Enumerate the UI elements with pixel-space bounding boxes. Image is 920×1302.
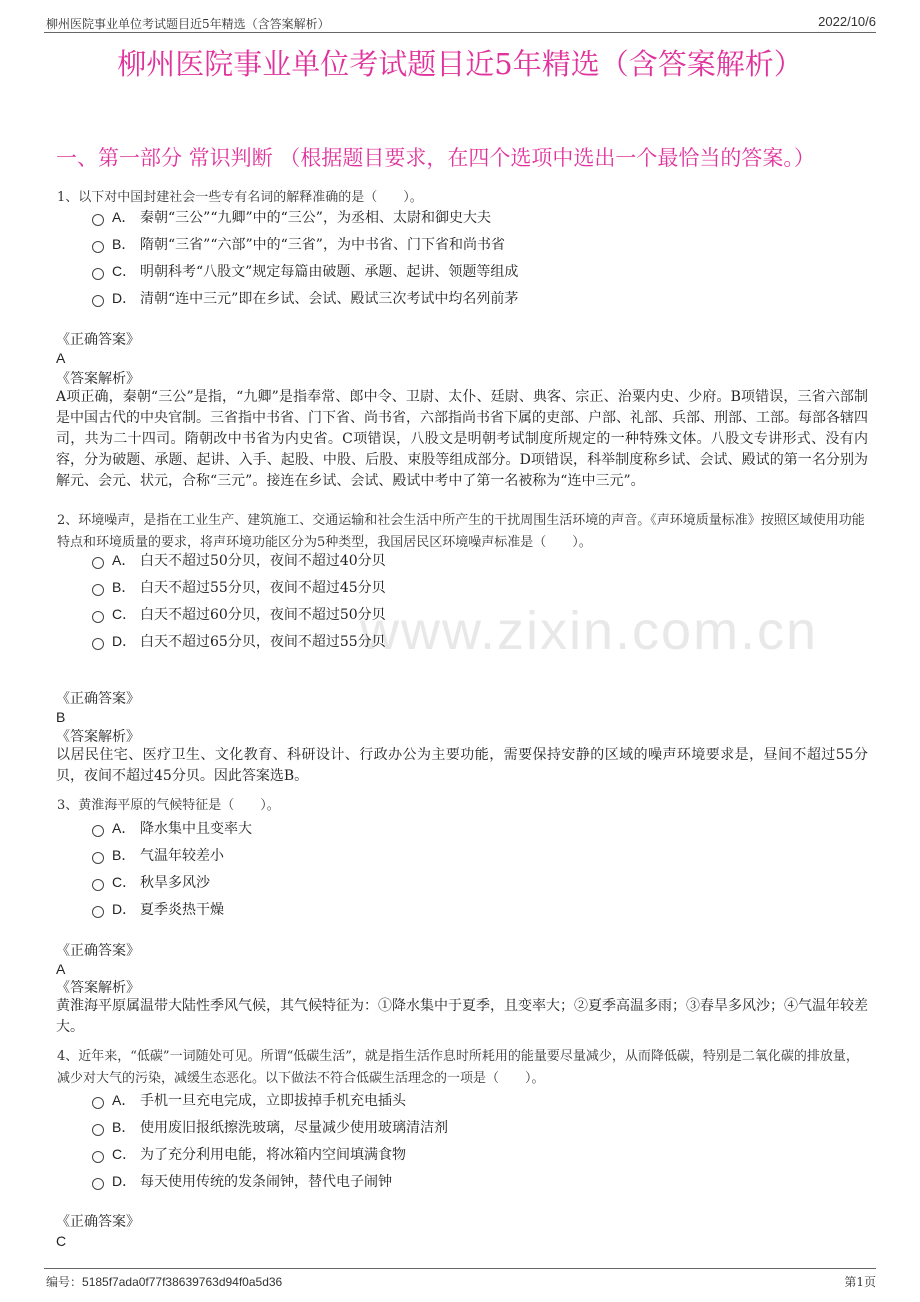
question-3-option-b[interactable]: B． 气温年较差小 <box>92 845 224 865</box>
question-2-answer-label: 《正确答案》 <box>56 691 140 707</box>
question-1-option-c[interactable]: C． 明朝科考“八股文”规定每篇由破题、承题、起讲、领题等组成 <box>92 261 518 281</box>
question-1-answer: A <box>56 350 66 366</box>
question-2-text: 2、环境噪声，是指在工业生产、建筑施工、交通运输和社会生活中所产生的干扰周围生活环境的声音。《声环境质量标准》按照区域使用功能特点和环境质量的要求，将声环境功能区分为5种类型，我国居民区环境噪声标准是（ ）。 <box>57 513 865 550</box>
page-header <box>0 0 920 34</box>
question-2-option-a[interactable]: A． 白天不超过50分贝，夜间不超过40分贝 <box>92 550 386 570</box>
footer-page-number: 第1页 <box>844 1275 876 1289</box>
question-1-option-a[interactable]: A． 秦朝“三公”“九卿”中的“三公”，为丞相、太尉和御史大夫 <box>92 207 491 227</box>
watermark: www.zixin.com.cn <box>360 601 819 661</box>
question-3-answer: A <box>56 961 66 977</box>
question-3-text: 3、黄淮海平原的气候特征是（ ）。 <box>57 798 280 813</box>
radio-icon[interactable] <box>92 214 104 226</box>
question-4-answer: C <box>56 1233 67 1249</box>
question-3-option-a[interactable]: A． 降水集中且变率大 <box>92 818 252 838</box>
radio-icon[interactable] <box>92 852 104 864</box>
question-3-option-d[interactable]: D． 夏季炎热干燥 <box>92 899 224 919</box>
radio-icon[interactable] <box>92 1178 104 1190</box>
question-4-option-d[interactable]: D． 每天使用传统的发条闹钟，替代电子闹钟 <box>92 1171 392 1191</box>
radio-icon[interactable] <box>92 295 104 307</box>
question-1-option-b[interactable]: B． 隋朝“三省”“六部”中的“三省”，为中书省、门下省和尚书省 <box>92 234 505 254</box>
question-2-explanation-label: 《答案解析》 <box>56 729 140 745</box>
header-title: 柳州医院事业单位考试题目近5年精选（含答案解析） <box>46 17 330 31</box>
question-1-text: 1、以下对中国封建社会一些专有名词的解释准确的是（ ）。 <box>57 190 423 205</box>
radio-icon[interactable] <box>92 584 104 596</box>
question-4-text: 4、近年来，“低碳”一词随处可见。所谓“低碳生活”，就是指生活作息时所耗用的能量要尽量减少，从而降低碳，特别是二氧化碳的排放量，减少对大气的污染，减缓生态恶化。以下做法不符合低碳生活理念的一项是（ ）。 <box>57 1049 859 1086</box>
question-4-answer-label: 《正确答案》 <box>56 1214 140 1230</box>
question-3-answer-label: 《正确答案》 <box>56 943 140 959</box>
radio-icon[interactable] <box>92 906 104 918</box>
radio-icon[interactable] <box>92 638 104 650</box>
question-4-option-b[interactable]: B． 使用废旧报纸擦洗玻璃，尽量减少使用玻璃清洁剂 <box>92 1117 448 1137</box>
footer-document-code: 编号：5185f7ada0f77f38639763d94f0a5d36 <box>46 1275 283 1289</box>
question-2-option-c[interactable]: C． 白天不超过60分贝，夜间不超过50分贝 <box>92 604 386 624</box>
radio-icon[interactable] <box>92 268 104 280</box>
question-3-explanation-label: 《答案解析》 <box>56 980 140 996</box>
question-4-option-c[interactable]: C． 为了充分利用电能，将冰箱内空间填满食物 <box>92 1144 406 1164</box>
section-title: 一、第一部分 常识判断 （根据题目要求，在四个选项中选出一个最恰当的答案。） <box>56 146 815 170</box>
question-1-answer-label: 《正确答案》 <box>56 332 140 348</box>
document-title: 柳州医院事业单位考试题目近5年精选（含答案解析） <box>117 47 803 81</box>
radio-icon[interactable] <box>92 1097 104 1109</box>
question-1-explanation: A项正确，秦朝“三公”是指，“九卿”是指奉常、郎中令、卫尉、太仆、廷尉、典客、宗正、治粟内史、少府。B项错误，三省六部制是中国古代的中央官制。三省指中书省、门下省、尚书省，六部指尚书省下属的吏部、户部、礼部、兵部、刑部、工部。每部各辖四司，共为二十四司。隋朝改中书省为内史省。C项错误，八股文是明朝考试制度所规定的一种特殊文体。八股文专讲形式、没有内容，分为破题、承题、起讲、入手、起股、中股、后股、束股等组成部分。D项错误，科举制度称乡试、会试、殿试的第一名分别为解元、会元、状元，合称“三元”。接连在乡试、会试、殿试中考中了第一名被称为“连中三元”。 <box>56 389 868 489</box>
question-3-option-c[interactable]: C． 秋旱多风沙 <box>92 872 210 892</box>
footer-divider <box>44 1268 876 1269</box>
question-3-explanation: 黄淮海平原属温带大陆性季风气候，其气候特征为：①降水集中于夏季，且变率大；②夏季高温多雨；③春旱多风沙；④气温年较差大。 <box>56 998 868 1035</box>
question-2-option-b[interactable]: B． 白天不超过55分贝，夜间不超过45分贝 <box>92 577 386 597</box>
radio-icon[interactable] <box>92 825 104 837</box>
radio-icon[interactable] <box>92 611 104 623</box>
header-divider <box>44 32 876 33</box>
radio-icon[interactable] <box>92 1124 104 1136</box>
question-1-option-d[interactable]: D． 清朝“连中三元”即在乡试、会试、殿试三次考试中均名列前茅 <box>92 288 518 308</box>
question-1-explanation-label: 《答案解析》 <box>56 371 140 387</box>
header-date: 2022/10/6 <box>818 14 876 29</box>
question-2-explanation: 以居民住宅、医疗卫生、文化教育、科研设计、行政办公为主要功能，需要保持安静的区域的噪声环境要求是，昼间不超过55分贝，夜间不超过45分贝。因此答案选B。 <box>56 747 868 784</box>
radio-icon[interactable] <box>92 879 104 891</box>
question-2-answer: B <box>56 709 66 725</box>
question-4-option-a[interactable]: A． 手机一旦充电完成，立即拔掉手机充电插头 <box>92 1090 406 1110</box>
radio-icon[interactable] <box>92 241 104 253</box>
radio-icon[interactable] <box>92 557 104 569</box>
question-2-option-d[interactable]: D． 白天不超过65分贝，夜间不超过55分贝 <box>92 631 386 651</box>
radio-icon[interactable] <box>92 1151 104 1163</box>
